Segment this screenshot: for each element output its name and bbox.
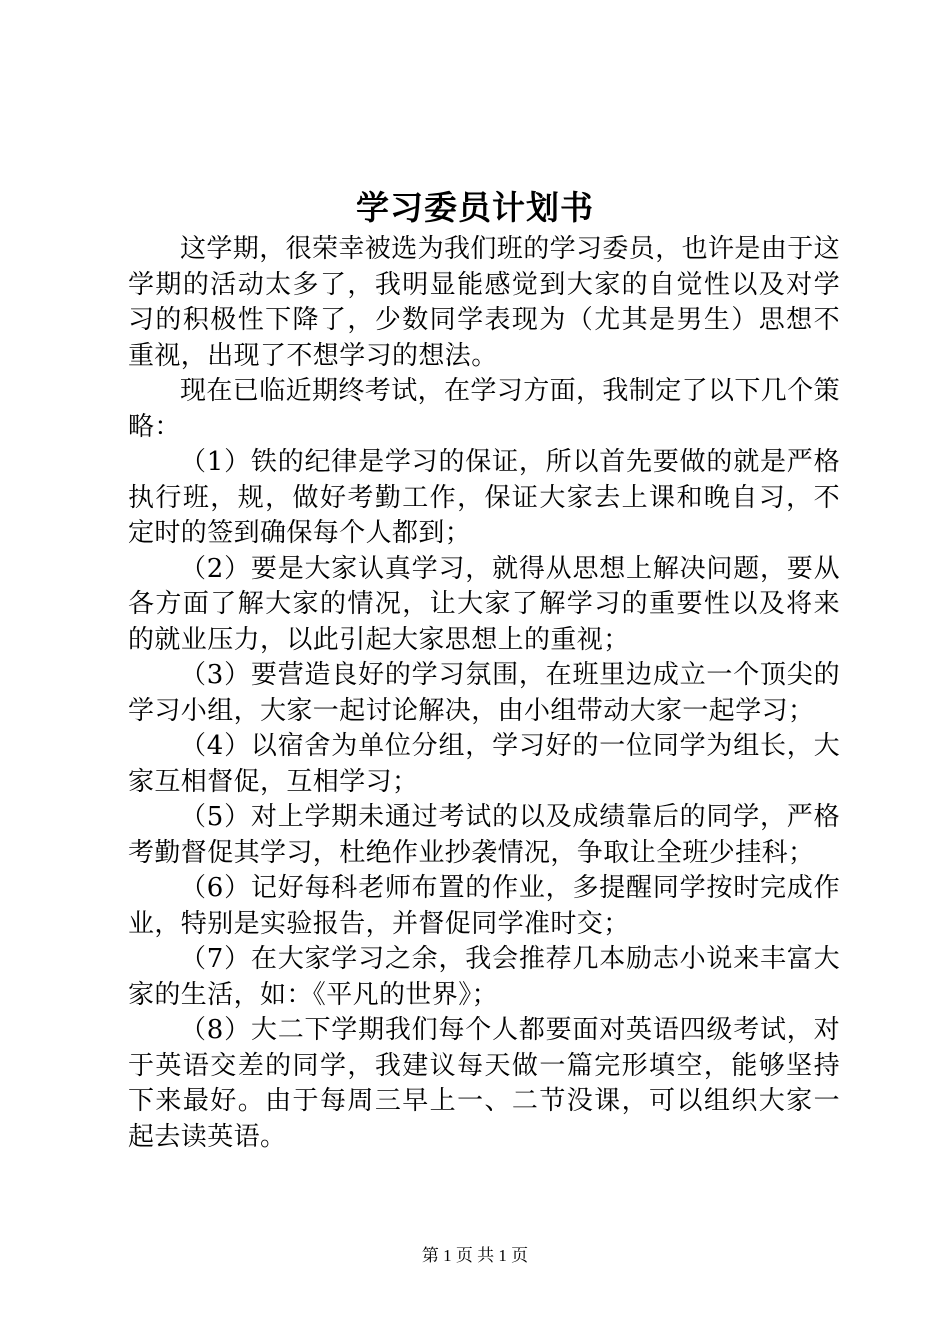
paragraph-item-6: （6）记好每科老师布置的作业，多提醒同学按时完成作业，特别是实验报告，并督促同学准时交； bbox=[128, 873, 840, 939]
paragraph-strategy-lead: 现在已临近期终考试，在学习方面，我制定了以下几个策略： bbox=[128, 376, 841, 442]
paragraph-item-5: （5）对上学期未通过考试的以及成绩靠后的同学，严格考勤督促其学习，杜绝作业抄袭情况，争取让全班少挂科； bbox=[128, 802, 840, 868]
paragraph-item-7: （7）在大家学习之余，我会推荐几本励志小说来丰富大家的生活，如：《平凡的世界》； bbox=[128, 944, 840, 1010]
paragraph-item-4: （4）以宿舍为单位分组，学习好的一位同学为组长，大家互相督促，互相学习； bbox=[128, 731, 840, 797]
paragraph-item-1: （1）铁的纪律是学习的保证，所以首先要做的就是严格执行班，规，做好考勤工作，保证大家去上课和晚自习，不定时的签到确保每个人都到； bbox=[128, 447, 840, 548]
paragraph-intro: 这学期，很荣幸被选为我们班的学习委员，也许是由于这学期的活动太多了，我明显能感觉到大家的自觉性以及对学习的积极性下降了，少数同学表现为（尤其是男生）思想不重视，出现了不想学习的想法。 bbox=[128, 234, 841, 371]
document-title: 学习委员计划书 bbox=[356, 188, 594, 227]
paragraph-item-3: （3）要营造良好的学习氛围，在班里边成立一个顶尖的学习小组，大家一起讨论解决，由小组带动大家一起学习； bbox=[128, 660, 840, 726]
paragraph-item-8: （8）大二下学期我们每个人都要面对英语四级考试，对于英语交差的同学，我建议每天做一篇完形填空，能够坚持下来最好。由于每周三早上一、二节没课，可以组织大家一起去读英语。 bbox=[128, 1015, 840, 1152]
document-body bbox=[128, 232, 840, 1155]
paragraph-item-2: （2）要是大家认真学习，就得从思想上解决问题，要从各方面了解大家的情况，让大家了解学习的重要性以及将来的就业压力，以此引起大家思想上的重视； bbox=[128, 553, 840, 655]
page-footer: 第 1 页 共 1 页 bbox=[421, 1246, 529, 1265]
